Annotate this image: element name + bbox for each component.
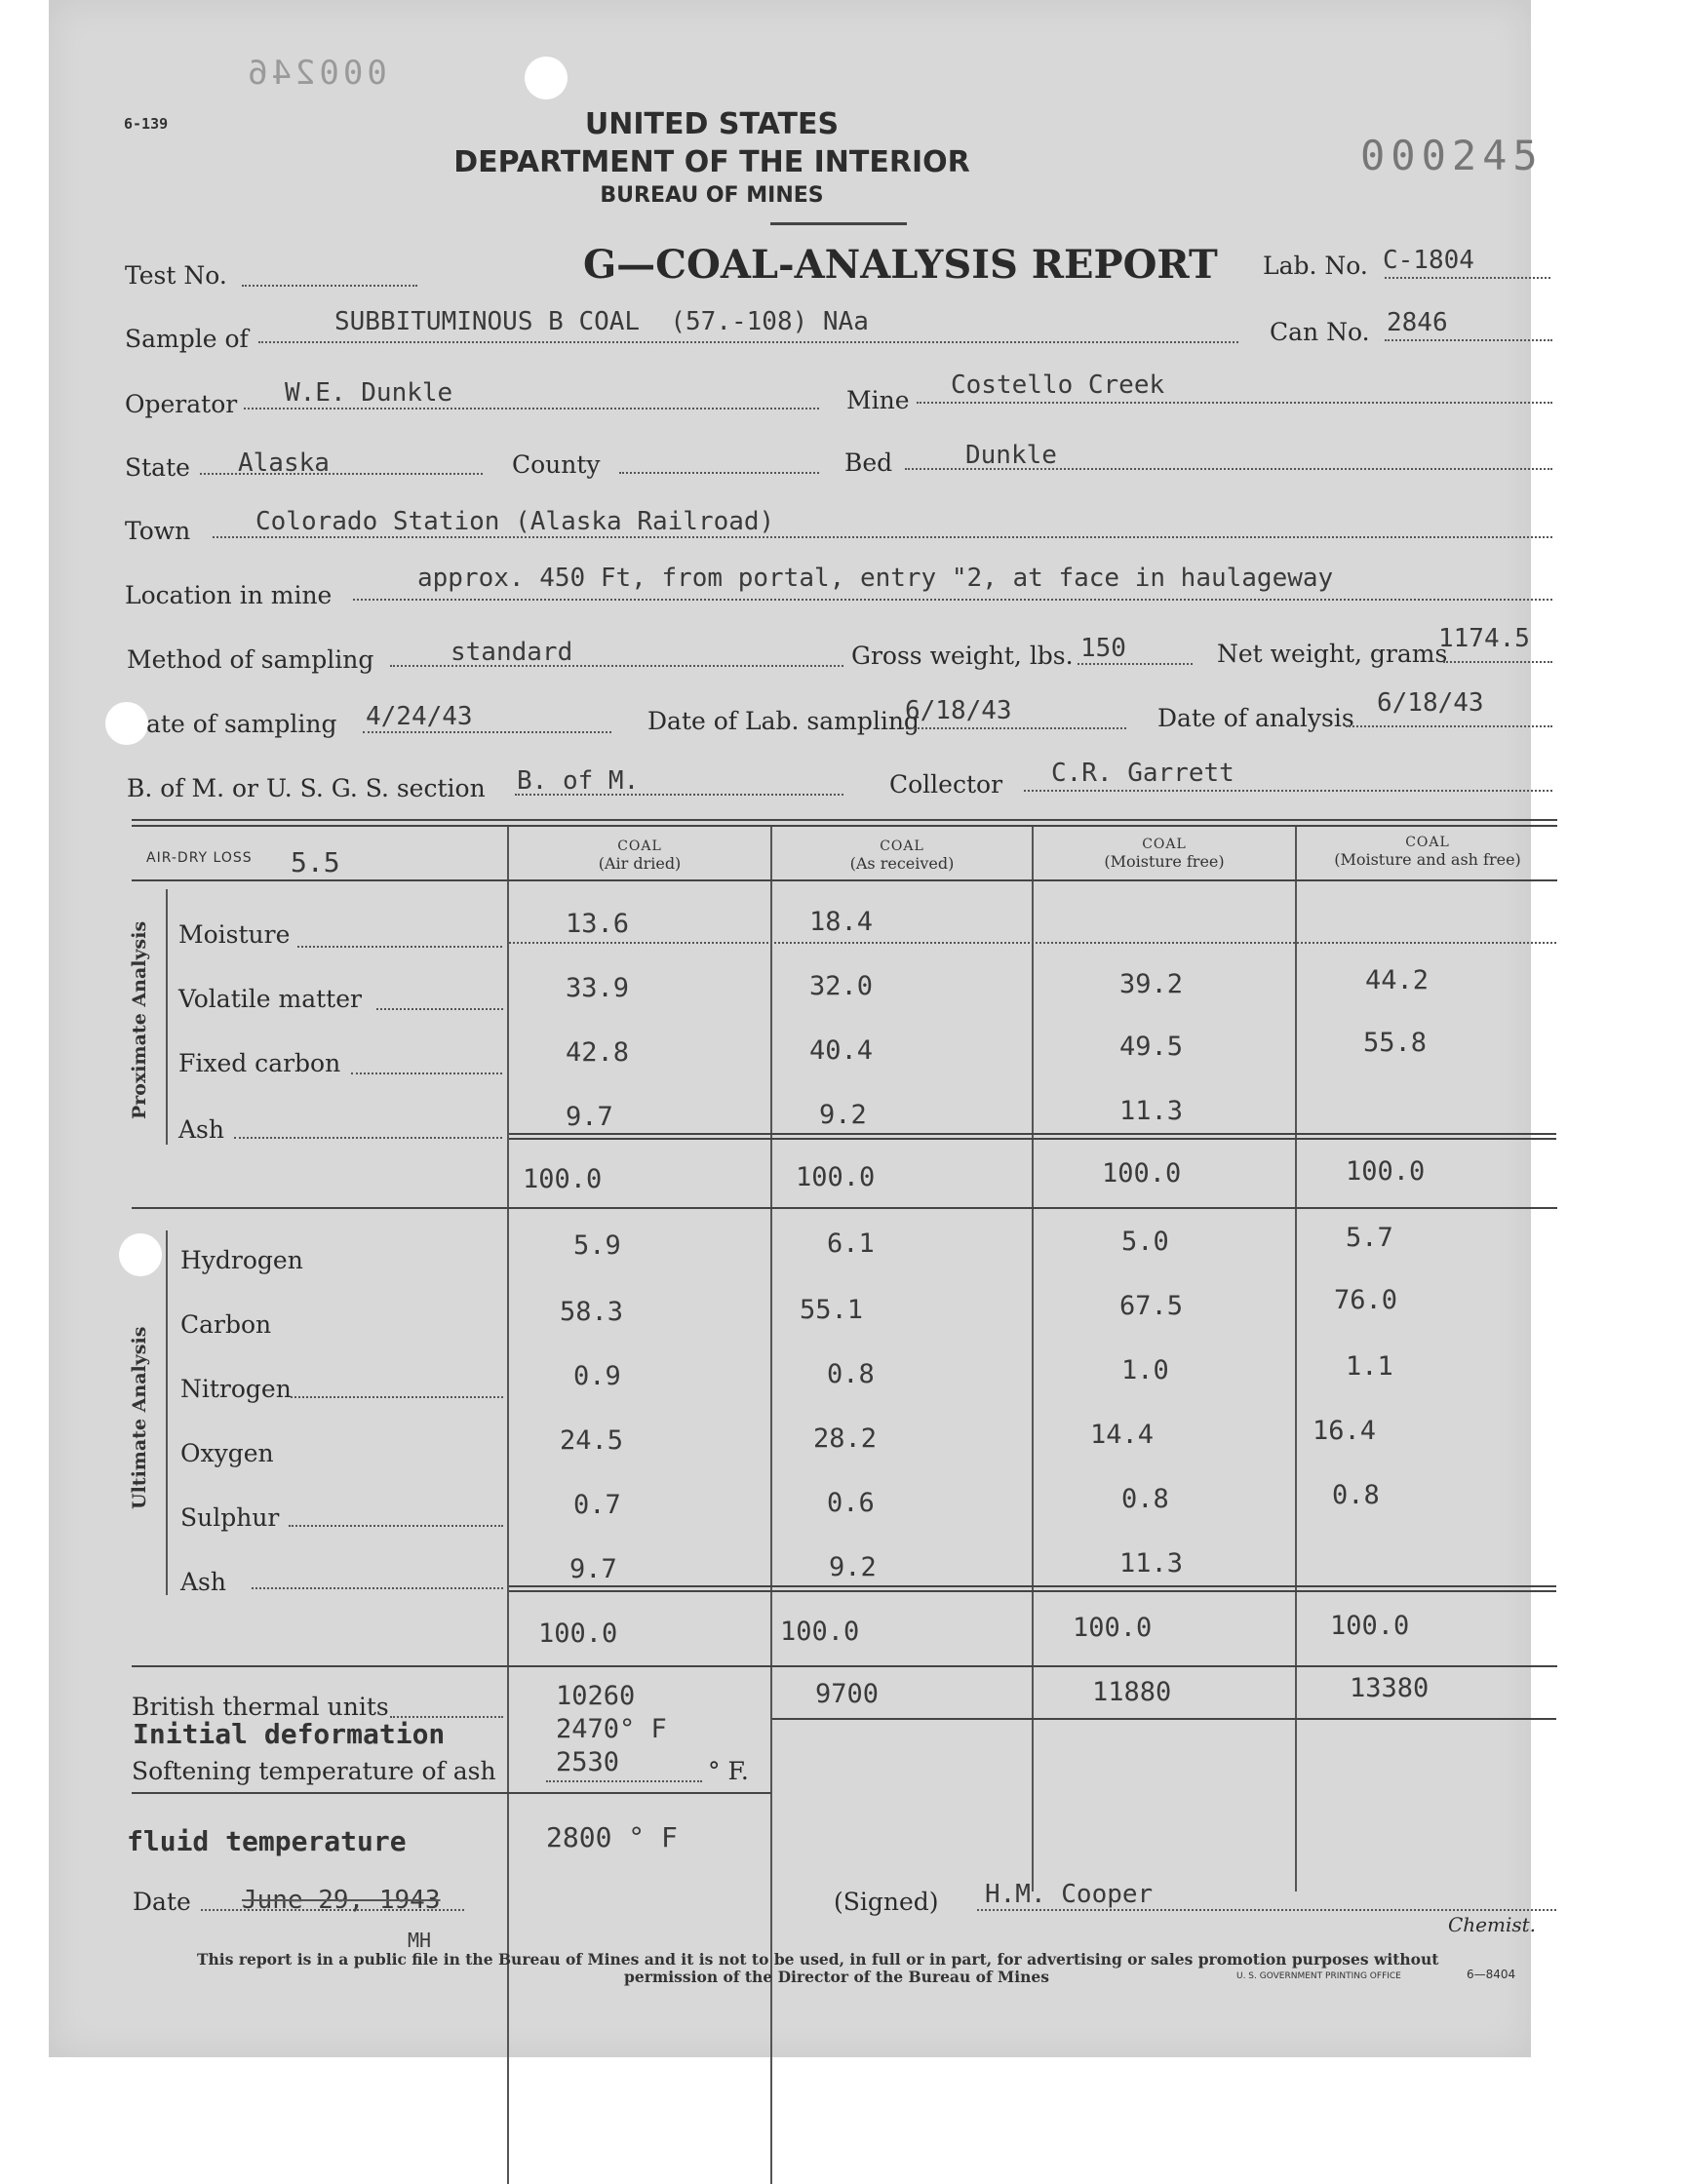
cell-hydrogen-moisture-free: 5.0	[1121, 1227, 1169, 1257]
col-header-moisture-free-top: COAL	[1142, 837, 1187, 852]
sample-of-value: SUBBITUMINOUS B COAL (57.-108) NAa	[334, 307, 869, 336]
col-header-air-dried	[509, 838, 770, 873]
ultimate-total-maf: 100.0	[1330, 1611, 1410, 1641]
collector-line	[1024, 790, 1552, 792]
cell-fixed-carbon-as-received: 40.4	[809, 1035, 874, 1066]
stamp-number: 000245	[1360, 132, 1544, 179]
row-label-fixed-carbon: Fixed carbon	[178, 1049, 341, 1077]
lab-no-label: Lab. No.	[1263, 252, 1368, 280]
ultimate-bottom-rule	[132, 1665, 1557, 1667]
mine-line	[917, 402, 1552, 404]
proximate-bracket	[166, 889, 168, 1145]
cell-oxygen-air-dried: 24.5	[560, 1425, 624, 1456]
date-analysis-value: 6/18/43	[1377, 688, 1484, 718]
row-label-hydrogen: Hydrogen	[180, 1246, 303, 1274]
date-value: June 29, 1943	[242, 1886, 441, 1915]
footer-notice-line-1: This report is in a public file in the Bureau of Mines and it is not to be used, in full or in part, for advertising or sales promotion purposes without	[197, 1950, 1439, 1969]
location-label: Location in mine	[125, 581, 333, 609]
date-analysis-line	[1346, 725, 1552, 727]
cell-sulphur-air-dried: 0.7	[573, 1490, 621, 1520]
col-header-air-dried-sub: (Air dried)	[598, 854, 682, 873]
row-dots-nitrogen	[291, 1396, 503, 1398]
col-header-moisture-ash-free-sub: (Moisture and ash free)	[1334, 850, 1521, 869]
row-label-oxygen: Oxygen	[180, 1439, 274, 1467]
location-value: approx. 450 Ft, from portal, entry "2, at face in haulageway	[417, 564, 1334, 593]
cell-nitrogen-as-received: 0.8	[827, 1359, 875, 1389]
bed-label: Bed	[844, 448, 893, 477]
cell-fixed-carbon-air-dried: 42.8	[566, 1037, 630, 1068]
initial-deformation-label: Initial deformation	[133, 1718, 446, 1750]
proximate-sum-rule-1	[509, 1133, 1556, 1135]
ultimate-sum-rule-2	[509, 1590, 1556, 1592]
ultimate-total-as-received: 100.0	[780, 1617, 860, 1647]
ultimate-total-air-dried: 100.0	[538, 1618, 618, 1649]
date-lab-value: 6/18/43	[905, 696, 1012, 725]
moisture-rule	[509, 942, 1556, 944]
row-dots-moisture	[297, 946, 502, 948]
gross-weight-value: 150	[1080, 634, 1126, 663]
cell-volatile-maf: 44.2	[1365, 965, 1430, 995]
cell-ash-as-received: 9.2	[819, 1100, 867, 1130]
col-header-as-received-sub: (As received)	[849, 854, 955, 873]
cell-ultimate-ash-air-dried: 9.7	[569, 1554, 617, 1584]
cell-carbon-maf: 76.0	[1334, 1285, 1398, 1315]
signed-label: (Signed)	[834, 1888, 939, 1916]
col-divider-4	[1295, 827, 1297, 1892]
cell-volatile-air-dried: 33.9	[566, 973, 630, 1003]
signed-line	[977, 1909, 1556, 1911]
chemist-label: Chemist.	[1448, 1913, 1537, 1936]
state-value: Alaska	[238, 448, 330, 478]
cell-hydrogen-as-received: 6.1	[827, 1228, 875, 1259]
header-bottom-rule	[132, 879, 1557, 881]
test-no-label: Test No.	[125, 261, 227, 290]
col-header-as-received	[772, 838, 1032, 873]
bed-value: Dunkle	[965, 441, 1057, 470]
lab-no-line	[1385, 277, 1550, 279]
cell-oxygen-moisture-free: 14.4	[1090, 1420, 1155, 1450]
method-value: standard	[451, 638, 573, 667]
cell-nitrogen-moisture-free: 1.0	[1121, 1355, 1169, 1385]
operator-value: W.E. Dunkle	[285, 378, 453, 408]
cell-oxygen-as-received: 28.2	[813, 1424, 878, 1454]
cell-ultimate-ash-moisture-free: 11.3	[1119, 1548, 1184, 1579]
form-number: 6-139	[124, 115, 169, 133]
proximate-total-as-received: 100.0	[796, 1162, 876, 1192]
row-dots-fixed-carbon	[351, 1072, 502, 1074]
row-dots-sulphur	[289, 1525, 503, 1527]
col-header-moisture-free	[1034, 837, 1295, 871]
gross-weight-label: Gross weight, lbs.	[851, 642, 1074, 670]
btu-air-dried: 10260	[556, 1681, 636, 1711]
btu-maf: 13380	[1350, 1673, 1430, 1703]
date-analysis-label: Date of analysis	[1157, 704, 1354, 732]
row-dots-ultimate-ash	[252, 1587, 503, 1589]
softening-dots	[546, 1780, 702, 1782]
cell-fixed-carbon-maf: 55.8	[1363, 1028, 1428, 1058]
btu-as-received: 9700	[815, 1679, 880, 1709]
town-label: Town	[125, 517, 191, 545]
date-sampling-label: ate of sampling	[146, 710, 337, 738]
cell-hydrogen-maf: 5.7	[1346, 1223, 1393, 1253]
stamp-number-mirrored: 000246	[244, 54, 387, 93]
footer-notice-line-2: permission of the Director of the Bureau of Mines	[624, 1968, 1049, 1986]
btu-label: British thermal units	[132, 1693, 389, 1721]
ultimate-analysis-label: Ultimate Analysis	[129, 1326, 150, 1509]
softening-bottom-rule	[132, 1792, 771, 1794]
btu-bottom-rule	[772, 1718, 1556, 1720]
air-dry-loss-value: 5.5	[291, 846, 340, 878]
mine-label: Mine	[846, 386, 910, 414]
softening-label: Softening temperature of ash	[132, 1757, 496, 1785]
cell-ash-air-dried: 9.7	[566, 1102, 613, 1132]
col-divider-3	[1032, 827, 1034, 1892]
date-sampling-line	[363, 731, 611, 733]
proximate-analysis-label: Proximate Analysis	[129, 920, 150, 1119]
cell-carbon-as-received: 55.1	[800, 1295, 864, 1325]
cell-fixed-carbon-moisture-free: 49.5	[1119, 1032, 1184, 1062]
proximate-sum-rule-2	[509, 1138, 1556, 1140]
row-label-nitrogen: Nitrogen	[180, 1375, 292, 1403]
section-label: B. of M. or U. S. G. S. section	[127, 774, 486, 802]
collector-value: C.R. Garrett	[1051, 759, 1234, 788]
cell-carbon-moisture-free: 67.5	[1119, 1291, 1184, 1321]
header-line-3: BUREAU OF MINES	[600, 183, 824, 208]
cell-nitrogen-maf: 1.1	[1346, 1351, 1393, 1382]
printing-office: U. S. GOVERNMENT PRINTING OFFICE	[1236, 1971, 1401, 1981]
method-label: Method of sampling	[127, 645, 374, 674]
table-top-rule-1	[132, 819, 1557, 821]
state-label: State	[125, 453, 190, 482]
col-header-moisture-free-sub: (Moisture free)	[1104, 852, 1225, 871]
col-header-air-dried-top: COAL	[617, 838, 662, 854]
header-line-2: DEPARTMENT OF THE INTERIOR	[453, 145, 970, 179]
operator-label: Operator	[125, 390, 238, 418]
section-value: B. of M.	[517, 766, 640, 796]
cell-volatile-as-received: 32.0	[809, 971, 874, 1001]
col-header-moisture-ash-free-top: COAL	[1405, 835, 1450, 850]
row-label-volatile-matter: Volatile matter	[178, 985, 362, 1013]
btu-moisture-free: 11880	[1092, 1677, 1172, 1707]
net-weight-label: Net weight, grams	[1217, 640, 1448, 668]
air-dry-loss-label: AIR-DRY LOSS	[146, 850, 253, 866]
lab-no-value: C-1804	[1383, 246, 1474, 275]
county-line	[619, 472, 819, 474]
town-value: Colorado Station (Alaska Railroad)	[255, 507, 775, 536]
proximate-total-air-dried: 100.0	[523, 1164, 603, 1194]
row-label-sulphur: Sulphur	[180, 1503, 280, 1532]
signed-value: H.M. Cooper	[985, 1880, 1154, 1909]
sample-of-line	[258, 341, 1238, 343]
cell-carbon-air-dried: 58.3	[560, 1297, 624, 1327]
fluid-temperature-label: fluid temperature	[127, 1825, 407, 1857]
proximate-bottom-rule	[132, 1207, 1557, 1209]
table-top-rule-2	[132, 825, 1557, 827]
collector-label: Collector	[889, 770, 1003, 799]
initials: MH	[408, 1929, 432, 1952]
cell-ash-moisture-free: 11.3	[1119, 1096, 1184, 1126]
can-no-value: 2846	[1387, 308, 1448, 337]
row-label-carbon: Carbon	[180, 1310, 272, 1339]
col-header-moisture-ash-free	[1297, 835, 1558, 869]
cell-sulphur-as-received: 0.6	[827, 1488, 875, 1518]
proximate-total-maf: 100.0	[1346, 1156, 1426, 1187]
test-no-line	[242, 285, 417, 287]
cell-moisture-air-dried: 13.6	[566, 909, 630, 939]
report-title: G—COAL-ANALYSIS REPORT	[583, 242, 1218, 288]
punch-hole-top	[525, 57, 568, 99]
row-label-ultimate-ash: Ash	[180, 1568, 226, 1596]
col-header-as-received-top: COAL	[880, 838, 924, 854]
net-weight-value: 1174.5	[1438, 624, 1530, 653]
fluid-temperature-value: 2800 ° F	[546, 1821, 678, 1853]
cell-sulphur-moisture-free: 0.8	[1121, 1484, 1169, 1514]
row-label-ash: Ash	[178, 1115, 224, 1144]
softening-unit: ° F.	[708, 1757, 749, 1785]
ultimate-sum-rule-1	[509, 1585, 1556, 1587]
cell-ultimate-ash-as-received: 9.2	[829, 1552, 877, 1582]
col-divider-1	[507, 827, 509, 2184]
punch-hole-left-1	[105, 702, 148, 745]
date-lab-label: Date of Lab. sampling	[647, 707, 920, 735]
can-no-line	[1385, 339, 1552, 341]
cell-sulphur-maf: 0.8	[1332, 1480, 1380, 1510]
date-lab-line	[902, 727, 1126, 729]
can-no-label: Can No.	[1270, 318, 1370, 346]
cell-oxygen-maf: 16.4	[1313, 1416, 1377, 1446]
mine-value: Costello Creek	[951, 370, 1165, 400]
punch-hole-left-2	[119, 1233, 162, 1276]
gross-weight-line	[1078, 663, 1193, 665]
net-weight-line	[1443, 661, 1552, 663]
county-label: County	[512, 450, 601, 479]
cell-volatile-moisture-free: 39.2	[1119, 969, 1184, 999]
header-line-1: UNITED STATES	[584, 107, 840, 141]
ultimate-bracket	[166, 1230, 168, 1595]
initial-deformation-value: 2470° F	[556, 1714, 667, 1744]
proximate-total-moisture-free: 100.0	[1102, 1158, 1182, 1189]
town-line	[213, 536, 1552, 538]
row-dots-volatile	[376, 1008, 503, 1010]
cell-moisture-as-received: 18.4	[809, 907, 874, 937]
cell-hydrogen-air-dried: 5.9	[573, 1230, 621, 1261]
ultimate-total-moisture-free: 100.0	[1073, 1613, 1153, 1643]
operator-line	[244, 408, 819, 410]
sample-of-label: Sample of	[125, 325, 249, 353]
row-label-moisture: Moisture	[178, 920, 291, 949]
location-line	[353, 599, 1552, 601]
softening-value: 2530	[556, 1747, 620, 1777]
printing-code: 6—8404	[1467, 1968, 1516, 1981]
row-dots-ash	[234, 1137, 502, 1139]
header-rule	[770, 222, 907, 225]
cell-nitrogen-air-dried: 0.9	[573, 1361, 621, 1391]
date-label: Date	[133, 1888, 191, 1916]
date-sampling-value: 4/24/43	[366, 702, 473, 731]
